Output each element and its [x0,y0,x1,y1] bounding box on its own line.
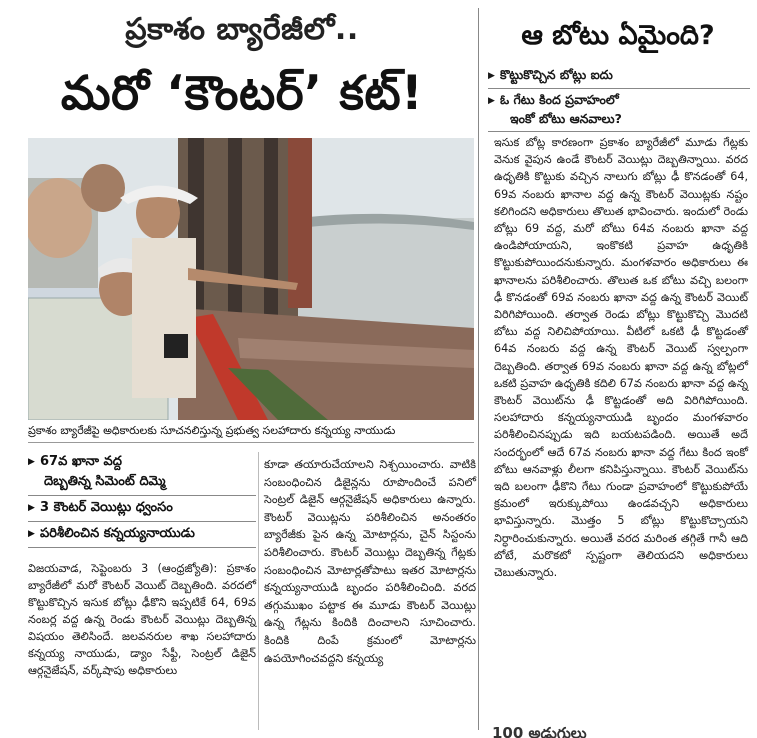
sidebar-article-body: ఇసుక బోట్ల కారణంగా ప్రకాశం బ్యారేజీలో మూడు గేట్లకు వెనుక వైపున ఉండే కౌంటర్ వెయిట్లు దెబ్బతిన్నాయి. వరద ఉధృతికి కొట్టుకు వచ్చిన నాలుగు బోట్లు ఢీ కొనడంతో 64, 69వ నంబరు ఖానాల వద్ద ఉన్న కౌంటర్ వెయిట్లకు నష్టం కలిగిందని అధికారులు తొలుత భావించారు. ఇందులో రెండు బోట్లు 69 వద్ద, మరో బోటు 64వ నంబరు ఖానా వద్ద ఉండిపోయాయని, ఇంకొకటి ప్రవాహ ఉధృతికి కొట్టుకుపోయిందనుకున్నారు. మంగళవారం అధికారులు ఈ ఖానాలను పరిశీలించారు. తొలుత ఒక బోటు వచ్చి బలంగా ఢీ కొనడంతో 69వ నంబరు ఖానా వద్ద ఉన్న కౌంటర్ వెయిట్ విరిగిపోయింది. తర్వాత రెండు బోట్లు కొట్టుకొచ్చి మొదటి బోటు వద్ద నిలిచిపోయాయి. వీటిలో ఒకటి ఢీ కొట్టడంతో 64వ నంబరు వద్ద ఉన్న కౌంటర్ వెయిట్ స్వల్పంగా దెబ్బతింది. తర్వాత 69వ నంబరు ఖానా వద్ద ఉన్న బోట్లలో ఒకటి ప్రవాహ ఉధృతికి కదిలి 67వ నంబరు ఖానా వద్ద ఉన్న కౌంటర్ వెయిట్‌ను ఢీ కొట్టడంతో అది విరిగిపోయింది. సలహాదారు కన్నయ్యనాయుడి బృందం మంగళవారం పరిశీలించినప్పుడు ఇది బయటపడింది. అయితే అదే సందర్భంలో ఆదే 67వ నంబరు ఖానా వద్ద గేటు కింద ఇంకో బోటు ఆనవాళ్లు లీలగా కనిపిస్తున్నాయి. కౌంటర్ వెయిట్‌ను ఇది బలంగా ఢీకొని గేటు గుండా ప్రవాహంలో కొట్టుకుపోయే క్రమంలో ఇరుక్కుపోయి ఉండవచ్చని అధికారులు భావిస్తున్నారు. మొత్తం 5 బోట్లు కొట్టుకొచ్చాయని నిర్ధారించుకున్నారు. అయితే వరద మరింత తగ్గితే గానీ ఆది బోటే, మరొకటో స్పష్టంగా తెలియదని అధికారులు చెబుతున్నారు. [494,136,748,580]
bullet-marker-icon: ▶ [28,529,35,539]
bullet-text: కొట్టుకొచ్చిన బోట్లు ఐదు [500,67,613,82]
bullet-marker-icon: ▶ [488,71,495,81]
article-column-2: కూడా తయారుచేయాలని నిశ్చయించారు. వాటికి సంబంధించిన డిజైన్లను రూపొందించే పనిలో సెంట్రల్ డిజైన్ ఆర్గనైజేషన్ అధికారులు ఉన్నారు. కౌంటర్ వెయిట్లను పరిశీలించిన అనంతరం బ్యారేజీకు పైన ఉన్న మోటార్లను, చైన్ సిస్టంను పరిశీలించారు. కౌంటర్ వెయిట్లు దెబ్బతిన్న గేట్లకు సంబంధించిన మోటార్లతోపాటు ఇతర మోటార్లను కన్నయ్యనాయుడి బృందం పరిశీలించింది. వరద తగ్గుముఖం పట్టాక ఈ మూడు కౌంటర్ వెయిట్లు ఉన్న గేట్లను కిందికి దించాలని సూచించారు. కిందికి దింపే క్రమంలో మోటార్లను ఉపయోగించవద్దని కన్నయ్య [264,458,476,665]
story-kicker: ప్రకాశం బ్యారేజీలో.. [125,12,359,47]
story-divider [478,8,479,730]
bullet-marker-icon: ▶ [28,457,35,467]
sidebar-bullet-2 [488,89,750,132]
sidebar-bullet-1 [488,64,750,89]
news-photo [28,138,474,420]
article-column-1: విజయవాడ, సెప్టెంబరు 3 (ఆంధ్రజ్యోతి): ప్రకాశం బ్యారేజీలో మరో కౌంటర్ వెయిట్ దెబ్బతింది. వరదలో కొట్టుకొచ్చిన ఇసుక బోట్లు ఢీకొని ఇప్పటికే 64, 69వ నంబర్ల వద్ద ఉన్న రెండు కౌంటర్ వెయిట్లు దెబ్బతిన్న విషయం తెలిసిందే. జలవనరుల శాఖ సలహాదారు కన్నయ్య నాయుడు, డ్యాం సేఫ్టీ, సెంట్రల్ డిజైన్ ఆర్గనైజేషన్, వర్క్‌షాపు అధికారులు [28,562,256,677]
bullet-text: ఓ గేటు కింద ప్రవాహంలో [500,92,619,107]
bullet-text: 67వ ఖానా వద్ద [40,454,122,469]
story-headline: మరో ‘కౌంటర్’ కట్! [60,66,424,121]
next-story-heading: 100 అడుగులు [492,724,587,738]
barrage-inspection-illustration [28,138,474,420]
highlight-bullet-3 [28,522,256,548]
right-story [482,8,754,738]
bullet-text-continued: దెబ్బతిన్న సిమెంట్ దిమ్మె [44,474,166,489]
bullet-marker-icon: ▶ [28,503,35,513]
bullet-text-continued: ఇంకో బోటు ఆనవాలు? [510,111,622,126]
column-divider [258,452,259,730]
bullet-marker-icon: ▶ [488,96,495,106]
highlight-bullet-1 [28,450,256,496]
left-story [8,0,476,730]
highlight-bullets [28,450,256,548]
bullet-text: 3 కౌంటర్ వెయిట్లు ధ్వంసం [40,500,173,515]
sidebar-headline: ఆ బోటు ఏమైంది? [521,20,715,51]
sidebar-bullets [488,64,750,132]
highlight-bullet-2 [28,496,256,522]
bullet-text: పరిశీలించిన కన్నయ్యనాయుడు [40,526,195,541]
photo-caption: ప్రకాశం బ్యారేజీపై అధికారులకు సూచనలిస్తున్న ప్రభుత్వ సలహాదారు కన్నయ్య నాయుడు [28,424,474,443]
